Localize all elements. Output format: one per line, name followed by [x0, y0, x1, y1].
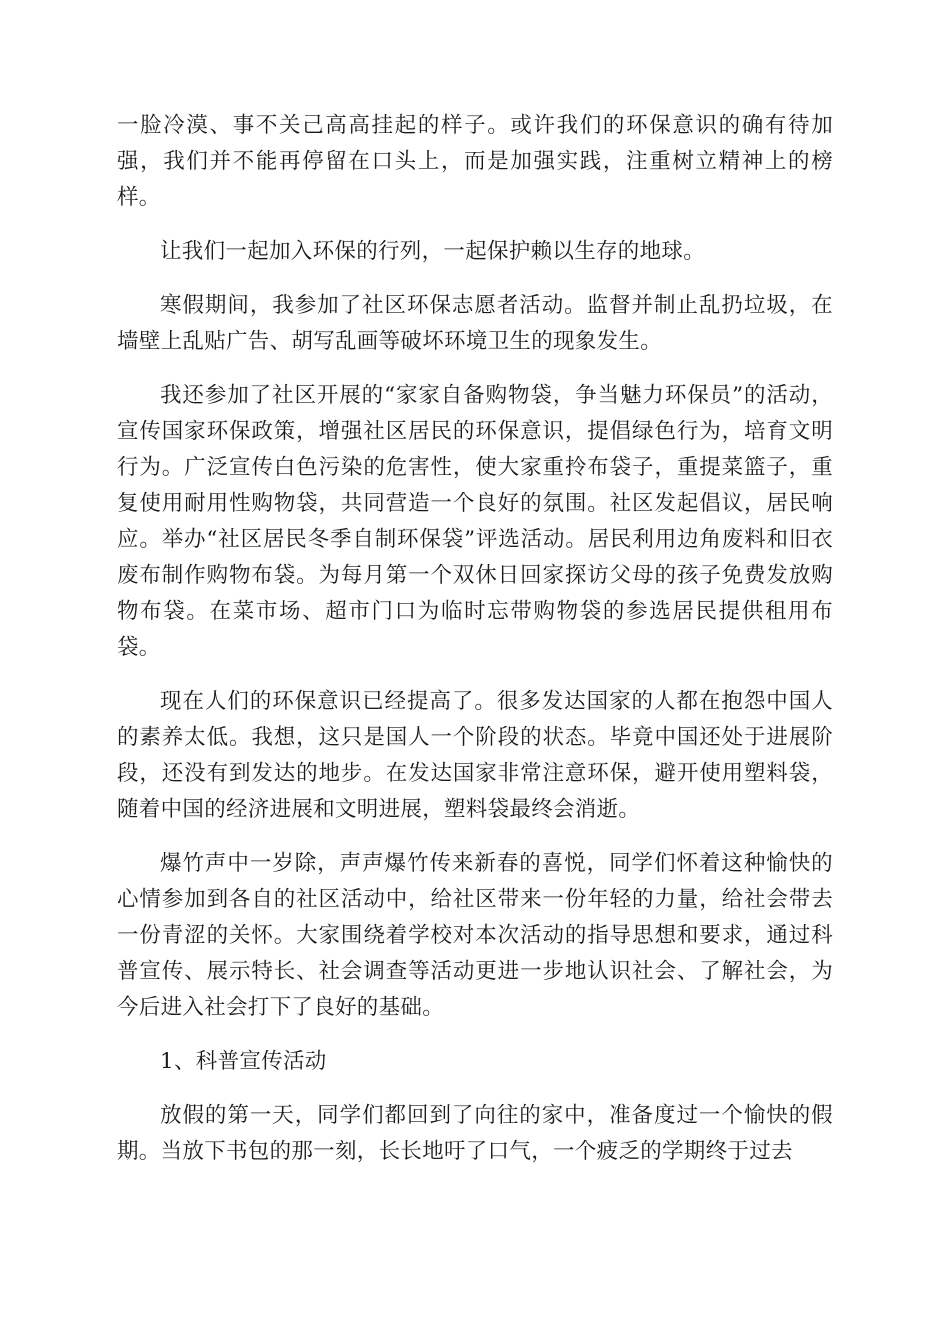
- paragraph-4: 我还参加了社区开展的“家家自备购物袋，争当魅力环保员”的活动，宣传国家环保政策，增强社区居民的环保意识，提倡绿色行为，培育文明行为。广泛宣传白色污染的危害性，使大家重拎布袋子，重提菜篮子，重复使用耐用性购物袋，共同营造一个良好的氛围。社区发起倡议，居民响应。举办“社区居民冬季自制环保袋”评选活动。居民利用边角废料和旧衣废布制作购物布袋。为每月第一个双休日回家探访父母的孩子免费发放购物布袋。在菜市场、超市门口为临时忘带购物袋的参选居民提供租用布袋。: [117, 383, 833, 660]
- paragraph-3: 寒假期间，我参加了社区环保志愿者活动。监督并制止乱扔垃圾，在墙壁上乱贴广告、胡写乱画等破坏环境卫生的现象发生。: [117, 293, 833, 354]
- paragraph-5: 现在人们的环保意识已经提高了。很多发达国家的人都在抱怨中国人的素养太低。我想，这只是国人一个阶段的状态。毕竟中国还处于进展阶段，还没有到发达的地步。在发达国家非常注意环保，避开使用塑料袋，随着中国的经济进展和文明进展，塑料袋最终会消逝。: [117, 689, 833, 822]
- paragraph-1: 一脸冷漠、事不关己高高挂起的样子。或许我们的环保意识的确有待加强，我们并不能再停留在口头上，而是加强实践，注重树立精神上的榜样。: [117, 113, 833, 210]
- paragraph-6: 爆竹声中一岁除，声声爆竹传来新春的喜悦，同学们怀着这种愉快的心情参加到各自的社区活动中，给社区带来一份年轻的力量，给社会带去一份青涩的关怀。大家围绕着学校对本次活动的指导思想和要求，通过科普宣传、展示特长、社会调查等活动更进一步地认识社会、了解社会，为今后进入社会打下了良好的基础。: [117, 851, 833, 1020]
- section-heading: 1、科普宣传活动: [160, 1049, 327, 1074]
- document-page: [117, 108, 833, 1188]
- paragraph-2: 让我们一起加入环保的行列，一起保护赖以生存的地球。: [160, 239, 706, 264]
- paragraph-8: 放假的第一天，同学们都回到了向往的家中，准备度过一个愉快的假期。当放下书包的那一刻，长长地吁了口气，一个疲乏的学期终于过去: [117, 1103, 833, 1164]
